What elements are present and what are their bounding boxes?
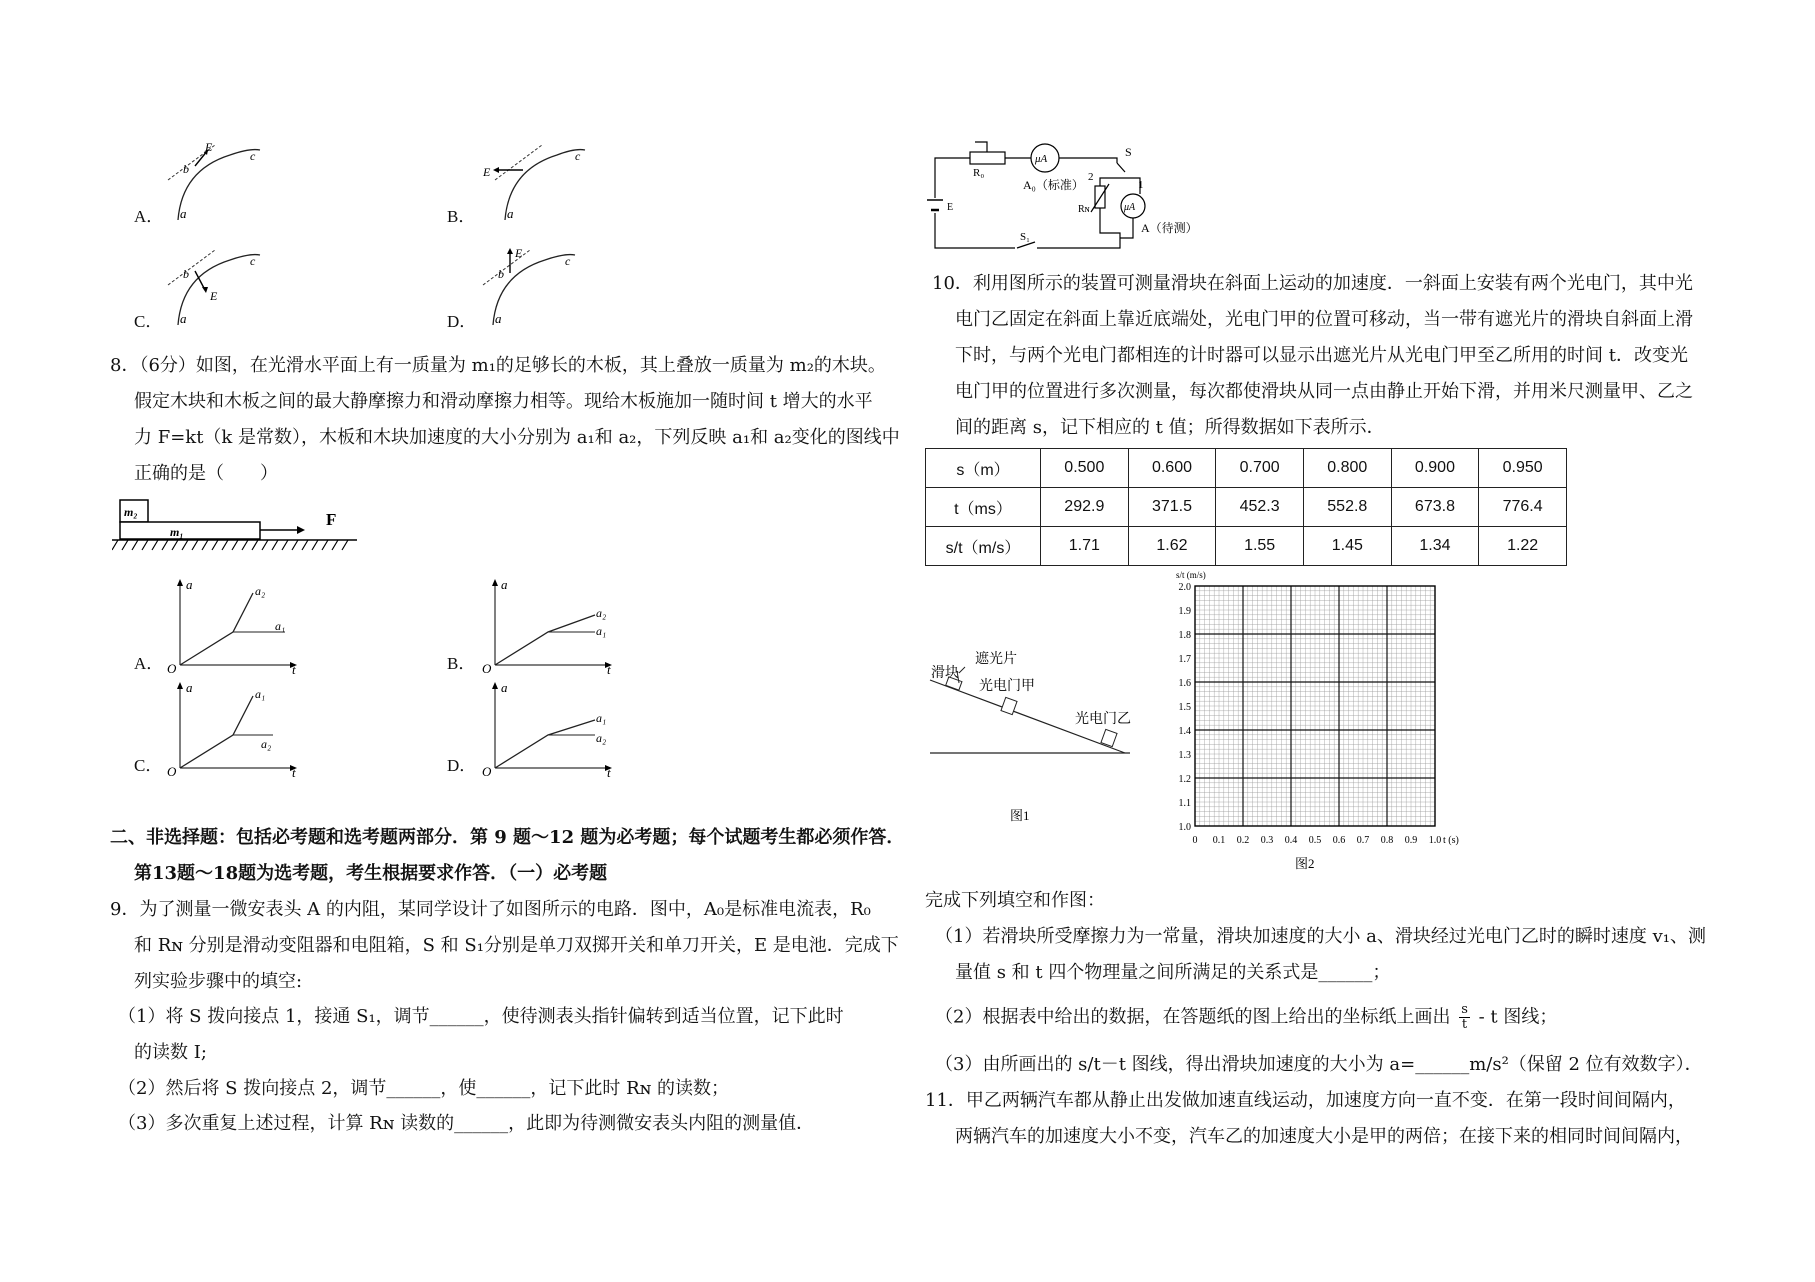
svg-text:c: c [575,149,581,163]
q8-line-4: 正确的是（ ） [134,463,278,484]
svg-text:1.0: 1.0 [1178,822,1191,833]
svg-text:s/t (m/s): s/t (m/s) [1176,570,1206,580]
svg-text:1.0: 1.0 [1428,835,1442,846]
svg-text:S₁: S₁ [1020,231,1030,243]
q10-fraction [1459,1003,1470,1032]
q8-graph-d [480,678,620,778]
svg-text:O: O [167,661,177,675]
svg-text:光电门乙: 光电门乙 [1075,712,1131,727]
q7-option-c-label: C． [134,312,163,331]
svg-text:0.7: 0.7 [1356,835,1370,846]
q8-graph-a [165,575,305,675]
q9-line-2: 和 Rɴ 分别是滑动变阻器和电阻箱，S 和 S₁分别是单刀双掷开关和单刀开关，E 是电池．完成下 [134,935,899,956]
svg-text:0.8: 0.8 [1380,835,1394,846]
q7-option-d-label: D． [447,312,477,331]
svg-text:1.6: 1.6 [1178,678,1191,689]
svg-text:0.3: 0.3 [1260,835,1274,846]
table-cell: 0.700 [1216,449,1304,488]
table-cell: 1.34 [1391,527,1479,566]
q10-part-2 [935,1003,1557,1032]
q8-graph-c [165,678,305,778]
svg-text:F: F [326,510,337,529]
section-2-line-2: 第13题～18题为选考题，考生根据要求作答．（一）必考题 [134,863,608,884]
q7-option-d-figure [475,245,595,330]
q10-part-1a: （1）若滑块所受摩擦力为一常量，滑块加速度的大小 a、滑块经过光电门乙时的瞬时速度 v₁、测 [935,926,1707,947]
svg-text:1.2: 1.2 [1178,774,1191,785]
svg-text:遮光片: 遮光片 [975,652,1017,667]
q10-part-2-pre: （2）根据表中给出的数据，在答题纸的图上给出的坐标纸上画出 [935,1006,1451,1028]
svg-text:0.1: 0.1 [1212,835,1226,846]
table-row-header: s/t（m/s） [926,527,1041,566]
table-cell: 1.62 [1128,527,1216,566]
q10-data-table [925,448,1567,566]
svg-text:m₂: m₂ [124,505,138,519]
q11-line-1: 11．甲乙两辆汽车都从静止出发做加速直线运动，加速度方向一直不变．在第一段时间间隔内， [925,1090,1686,1111]
svg-text:0.9: 0.9 [1404,835,1418,846]
q8-line-3: 力 F=kt（k 是常数），木板和木块加速度的大小分别为 a₁和 a₂，下列反映 a₁和 a₂变化的图线中 [134,427,900,448]
q10-line-3: 下时，与两个光电门都相连的计时器可以显示出遮光片从光电门甲至乙所用的时间 t．改变光 [955,345,1688,366]
svg-text:t (s): t (s) [1443,835,1459,846]
q10-line-5: 间的距离 s，记下相应的 t 值；所得数据如下表所示． [955,417,1385,438]
svg-text:1.9: 1.9 [1178,606,1191,617]
q9-line-1: 9．为了测量一微安表头 A 的内阻，某同学设计了如图所示的电路．图中，A₀是标准电流表，R₀ [110,899,871,920]
svg-text:O: O [482,661,492,675]
table-cell: 673.8 [1391,488,1479,527]
svg-text:t: t [607,662,611,675]
q7-option-b-label: B． [447,207,476,226]
q10-line-4: 电门甲的位置进行多次测量，每次都使滑块从同一点由静止开始下滑，并用米尺测量甲、乙之 [955,381,1693,402]
svg-text:c: c [250,254,256,268]
svg-text:E: E [947,202,954,213]
q10-line-2: 电门乙固定在斜面上靠近底端处，光电门甲的位置可移动，当一带有遮光片的滑块自斜面上滑 [955,309,1693,330]
table-cell: 0.900 [1391,449,1479,488]
svg-text:2.0: 2.0 [1178,582,1191,593]
q10-part-1b: 量值 s 和 t 四个物理量之间所满足的关系式是______； [955,962,1391,983]
svg-text:a₂: a₂ [596,731,607,745]
table-cell: 0.950 [1479,449,1567,488]
svg-text:a: a [186,680,193,695]
svg-text:a₂: a₂ [255,584,266,598]
svg-text:R₀: R₀ [973,167,985,179]
q8-option-b-label: B． [447,654,476,673]
q9-circuit-diagram [925,138,1215,258]
svg-text:O: O [167,764,177,778]
svg-text:1.5: 1.5 [1178,702,1191,713]
svg-text:2: 2 [1088,171,1094,183]
table-row-header: t（ms） [926,488,1041,527]
table-row [926,488,1567,527]
svg-text:μA: μA [1035,153,1048,165]
svg-text:a₁: a₁ [255,687,266,701]
table-cell: 0.800 [1303,449,1391,488]
q10-fraction-den: t [1461,1017,1468,1032]
table-cell: 371.5 [1128,488,1216,527]
table-cell: 0.500 [1041,449,1129,488]
svg-text:Rɴ: Rɴ [1078,204,1090,215]
svg-text:1.7: 1.7 [1178,654,1191,665]
q8-option-d-label: D． [447,756,477,775]
svg-text:E: E [515,246,523,260]
q9-step-1a: （1）将 S 拨向接点 1，接通 S₁，调节______，使待测表头指针偏转到适当位置，记下此时 [118,1006,844,1027]
q7-option-b-figure [475,140,595,225]
svg-text:a: a [501,680,508,695]
svg-text:E: E [483,165,491,179]
q10-incline-figure [925,645,1135,825]
svg-text:光电门甲: 光电门甲 [979,679,1035,694]
svg-text:1.4: 1.4 [1178,726,1191,737]
q9-step-3: （3）多次重复上述过程，计算 Rɴ 读数的______，此即为待测微安表头内阻的测量值． [118,1113,815,1134]
table-cell: 1.45 [1303,527,1391,566]
svg-text:a₁: a₁ [596,624,607,638]
svg-text:0.6: 0.6 [1332,835,1346,846]
svg-text:a: a [180,206,187,221]
q7-option-a-label: A． [134,207,164,226]
svg-text:b: b [183,267,189,281]
q8-line-2: 假定木块和木板之间的最大静摩擦力和滑动摩擦力相等。现给木板施加一随时间 t 增大的水平 [134,391,873,412]
table-cell: 1.71 [1041,527,1129,566]
svg-text:a₂: a₂ [596,606,607,620]
q11-line-2: 两辆汽车的加速度大小不变，汽车乙的加速度大小是甲的两倍；在接下来的相同时间间隔内， [955,1126,1693,1147]
svg-text:滑块: 滑块 [931,666,959,681]
q10-intro: 完成下列填空和作图： [925,890,1105,911]
table-row [926,527,1567,566]
svg-text:t: t [292,662,296,675]
table-cell: 552.8 [1303,488,1391,527]
svg-text:0: 0 [1192,835,1198,846]
svg-text:0.5: 0.5 [1308,835,1322,846]
svg-text:t: t [607,765,611,778]
q8-line-1: 8．（6分）如图，在光滑水平面上有一质量为 m₁的足够长的木板，其上叠放一质量为 m₂的木块。 [110,355,886,376]
table-cell: 776.4 [1479,488,1567,527]
svg-text:a: a [501,577,508,592]
grid-fine [1195,586,1435,826]
q10-line-1: 10．利用图所示的装置可测量滑块在斜面上运动的加速度．一斜面上安装有两个光电门，其中光 [932,273,1693,294]
q10-part-2-post: - t 图线； [1478,1006,1558,1028]
q10-part-3: （3）由所画出的 s/t－t 图线，得出滑块加速度的大小为 a=______m/s²（保留 2 位有效数字）． [935,1054,1703,1075]
svg-text:1: 1 [1138,179,1144,191]
svg-text:a: a [507,206,514,221]
svg-text:A₀（标准）: A₀（标准） [1023,178,1084,192]
svg-text:E: E [205,140,213,154]
q8-board-figure [112,495,362,565]
svg-text:0.2: 0.2 [1236,835,1250,846]
svg-text:O: O [482,764,492,778]
q9-step-1b: 的读数 I; [134,1042,207,1063]
q7-option-a-figure [160,140,280,225]
q8-option-c-label: C． [134,756,163,775]
svg-text:S: S [1125,145,1132,159]
svg-text:m₁: m₁ [170,525,184,539]
svg-text:t: t [292,765,296,778]
q8-option-a-label: A． [134,654,164,673]
svg-text:1.3: 1.3 [1178,750,1191,761]
table-cell: 452.3 [1216,488,1304,527]
svg-text:c: c [250,149,256,163]
svg-text:a₂: a₂ [261,737,272,751]
svg-text:a: a [180,311,187,326]
table-cell: 1.55 [1216,527,1304,566]
svg-text:b: b [183,162,189,176]
svg-text:1.8: 1.8 [1178,630,1191,641]
q9-line-3: 列实验步骤中的填空: [134,971,303,992]
svg-text:b: b [498,267,504,281]
svg-text:c: c [565,254,571,268]
svg-text:图1: 图1 [1010,808,1030,823]
svg-text:a: a [495,311,502,326]
q7-option-c-figure [160,245,280,330]
svg-text:图2: 图2 [1295,856,1315,871]
svg-text:μA: μA [1124,202,1136,213]
table-row [926,449,1567,488]
q10-fraction-num: s [1461,1002,1468,1017]
table-cell: 292.9 [1041,488,1129,527]
q10-grid-figure [1160,566,1475,876]
table-cell: 1.22 [1479,527,1567,566]
q8-graph-b [480,575,620,675]
svg-text:0.4: 0.4 [1284,835,1298,846]
svg-text:a: a [186,577,193,592]
svg-text:1.1: 1.1 [1178,798,1191,809]
svg-text:a₁: a₁ [596,711,607,725]
q9-step-2: （2）然后将 S 拨向接点 2，调节______，使______，记下此时 Rɴ 的读数； [118,1078,730,1099]
svg-text:E: E [210,289,218,303]
table-cell: 0.600 [1128,449,1216,488]
section-2-line-1: 二、非选择题：包括必考题和选考题两部分．第 9 题～12 题为必考题；每个试题考生都必须作答． [110,827,905,848]
table-row-header: s（m） [926,449,1041,488]
svg-text:A（待测）: A（待测） [1141,221,1198,235]
svg-text:a₁: a₁ [275,619,286,633]
